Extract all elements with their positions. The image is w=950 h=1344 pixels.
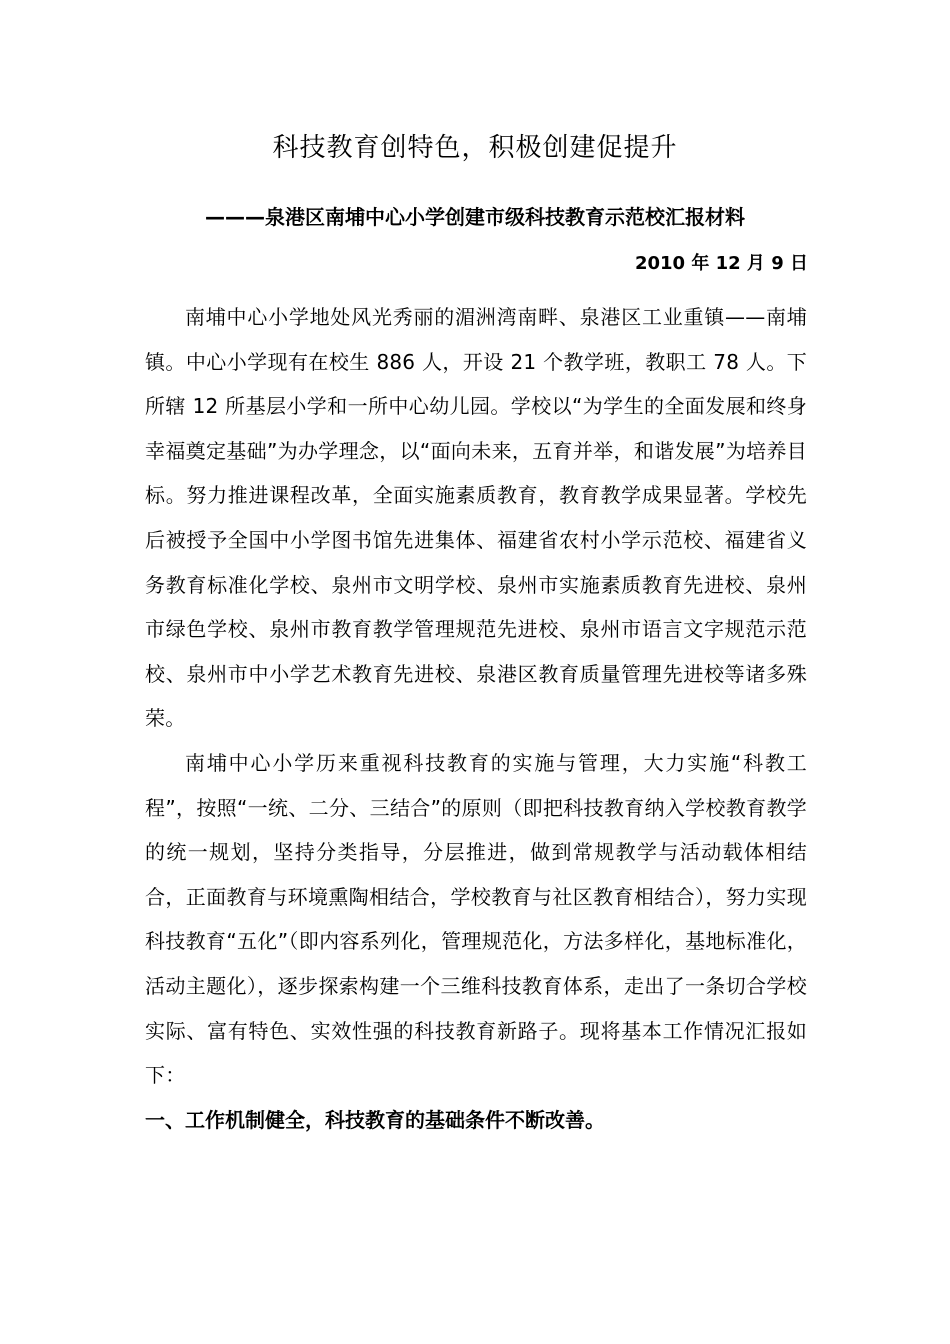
document-title: 科技教育创特色，积极创建促提升 [272,133,678,163]
document-date: 2010 年 12 月 9 日 [634,253,808,274]
document-subtitle: ———泉港区南埔中心小学创建市级科技教育示范校汇报材料 [205,205,745,229]
paragraph-science-education: 南埔中心小学历来重视科技教育的实施与管理，大力实施“科教工程”，按照“一统、二分、三结合”的原则（即把科技教育纳入学校教育教学的统一规划，坚持分类指导，分层推进，做到常规教学与活动载体相结合，正面教育与环境熏陶相结合，学校教育与社区教育相结合），努力实现科技教育“五化”（即内容系列化，管理规范化，方法多样化，基地标准化，活动主题化），逐步探索构建一个三维科技教育体系，走出了一条切合学校实际、富有特色、实效性强的科技教育新路子。现将基本工作情况汇报如下： [145,750,807,1088]
section-heading: 一、工作机制健全，科技教育的基础条件不断改善。 [145,1107,605,1132]
paragraph-school-intro: 南埔中心小学地处风光秀丽的湄洲湾南畔、泉港区工业重镇——南埔镇。中心小学现有在校生 886 人，开设 21 个教学班，教职工 78 人。下所辖 12 所基层小学和一所中心幼儿园。学校以“为学生的全面发展和终身幸福奠定基础”为办学理念，以“面向未来，五育并举，和谐发展”为培养目标。努力推进课程改革，全面实施素质教育，教育教学成果显著。学校先后被授予全国中小学图书馆先进集体、福建省农村小学示范校、福建省义务教育标准化学校、泉州市文明学校、泉州市实施素质教育先进校、泉州市绿色学校、泉州市教育教学管理规范先进校、泉州市语言文字规范示范校、泉州市中小学艺术教育先进校、泉港区教育质量管理先进校等诸多殊荣。 [145,305,807,731]
document-body [145,295,807,1142]
